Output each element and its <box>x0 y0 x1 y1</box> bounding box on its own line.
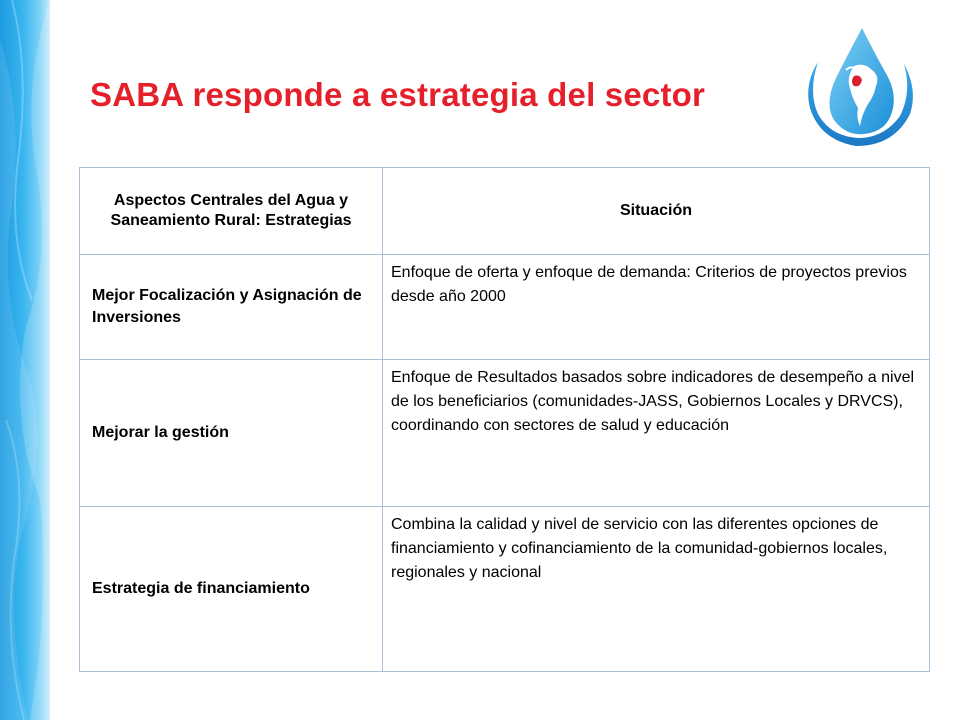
slide-title: SABA responde a estrategia del sector <box>90 76 706 113</box>
table-row <box>80 255 930 360</box>
strategy-table <box>79 167 930 672</box>
wave-pattern <box>0 0 50 720</box>
water-drop-latin-america-icon <box>800 22 922 152</box>
situation-text: Combina la calidad y nivel de servicio con las diferentes opciones de financiamiento y cofinanciamiento de la comunidad-gobiernos locales, regionales y nacional <box>391 516 888 581</box>
aspect-cell: Estrategia de financiamiento <box>80 507 383 672</box>
situation-text: Enfoque de Resultados basados sobre indicadores de desempeño a nivel de los beneficiarios (comunidades-JASS, Gobiernos Locales y DRVCS), coordinando con sectores de salud y educación <box>391 369 915 434</box>
header-aspects: Aspectos Centrales del Agua y Saneamiento Rural: Estrategias <box>80 168 383 255</box>
left-decorative-bar <box>0 0 50 720</box>
aspect-cell: Mejorar la gestión <box>80 360 383 507</box>
situation-text: Enfoque de oferta y enfoque de demanda: Criterios de proyectos previos desde año 2000 <box>391 264 907 305</box>
situation-cell <box>383 255 930 360</box>
table-row <box>80 360 930 507</box>
table-row <box>80 507 930 672</box>
aspect-cell: Mejor Focalización y Asignación de Inversiones <box>80 255 383 360</box>
situation-cell <box>383 360 930 507</box>
header-situation: Situación <box>383 168 930 255</box>
situation-cell <box>383 507 930 672</box>
table-header-row <box>80 168 930 255</box>
